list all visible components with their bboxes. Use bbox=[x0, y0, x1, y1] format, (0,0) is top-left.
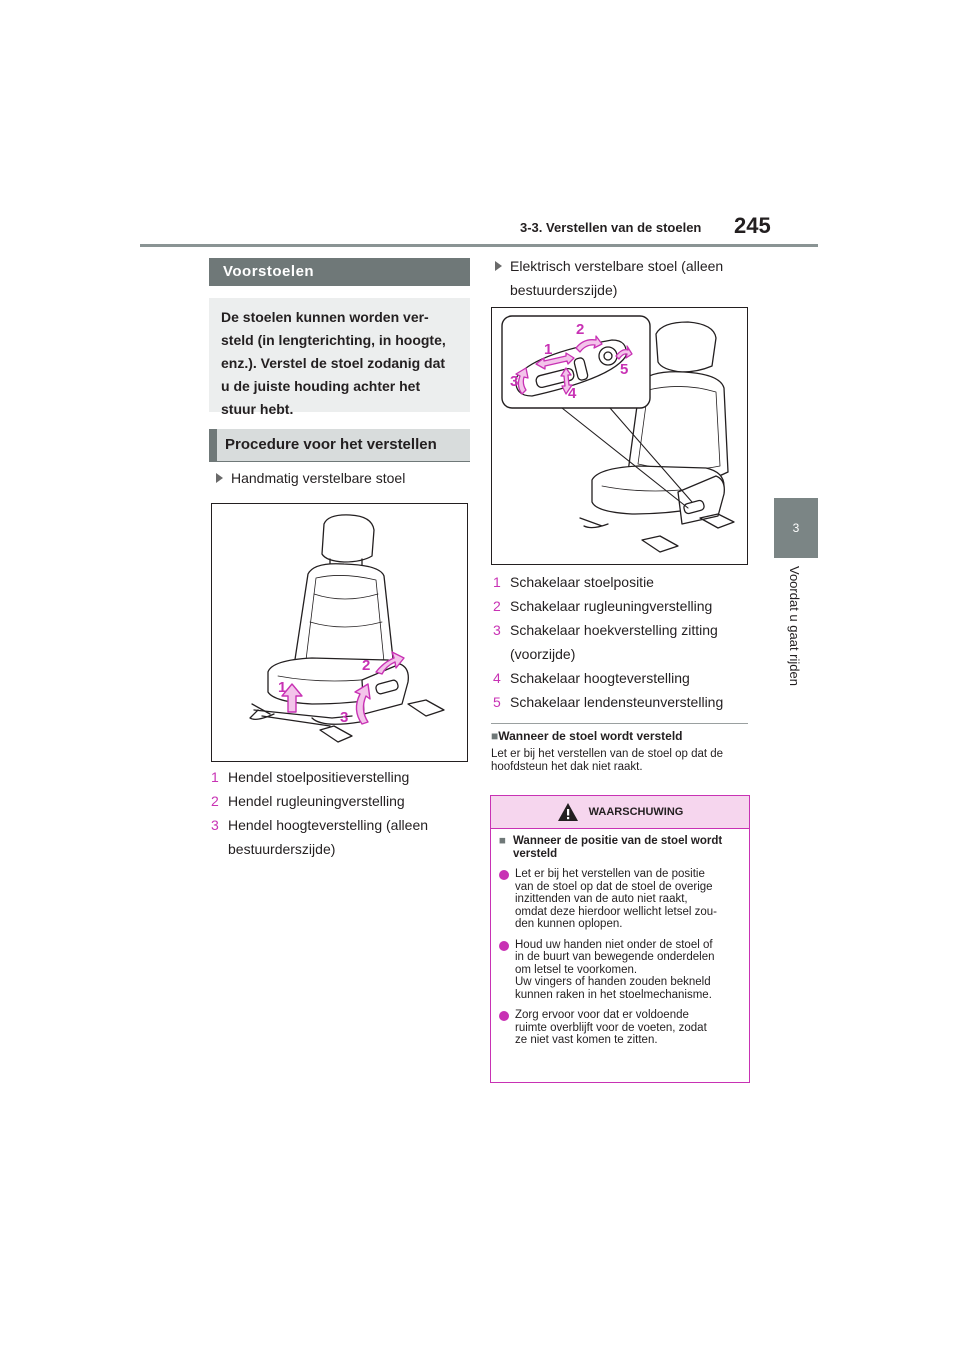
list-item-text: Hendel hoogteverstelling (alleen bestuurderszijde) bbox=[228, 817, 429, 857]
summary-text: De stoelen kunnen worden ver- steld (in lengterichting, in hoogte, enz.). Verstel de stoel zodanig dat u de juiste houding achter het stuur hebt. bbox=[221, 309, 446, 417]
heading-procedure-text: Procedure voor het verstellen bbox=[217, 429, 470, 461]
electric-callout-5: 5 bbox=[620, 361, 629, 378]
warning-body bbox=[491, 829, 749, 1047]
warning-label: WAARSCHUWING bbox=[588, 806, 684, 818]
electric-seat-figure bbox=[491, 307, 748, 565]
list-item bbox=[493, 690, 753, 714]
electric-seat-title bbox=[495, 254, 745, 302]
bullet-dot-icon bbox=[499, 941, 509, 951]
bullet-dot-icon bbox=[499, 870, 509, 880]
warning-triangle-icon bbox=[557, 802, 579, 822]
list-item bbox=[493, 594, 753, 618]
electric-callout-4: 4 bbox=[568, 385, 577, 402]
list-item bbox=[493, 618, 753, 666]
warning-bullet bbox=[499, 868, 741, 931]
list-item bbox=[211, 789, 471, 813]
list-item-number: 3 bbox=[211, 817, 219, 833]
square-bullet-icon: ■ bbox=[499, 835, 506, 847]
bullet-dot-icon bbox=[499, 1011, 509, 1021]
note-title bbox=[491, 729, 683, 743]
list-item-text: Schakelaar stoelpositie bbox=[510, 574, 654, 590]
list-item-number: 2 bbox=[493, 598, 501, 614]
manual-callout-2: 2 bbox=[362, 657, 371, 674]
electric-items-list bbox=[493, 570, 753, 714]
heading-underline bbox=[209, 461, 470, 462]
list-item bbox=[493, 570, 753, 594]
note-divider bbox=[491, 723, 748, 724]
list-item-number: 3 bbox=[493, 622, 501, 638]
note-title-text: Wanneer de stoel wordt versteld bbox=[498, 729, 683, 743]
list-item bbox=[211, 765, 471, 789]
heading-stripe bbox=[209, 429, 217, 461]
list-item-number: 5 bbox=[493, 694, 501, 710]
list-item-text: Schakelaar hoekverstelling zitting (voorzijde) bbox=[510, 622, 718, 662]
warning-bullet bbox=[499, 1009, 741, 1047]
warning-header bbox=[491, 796, 749, 829]
square-bullet-icon: ■ bbox=[491, 729, 499, 743]
list-item-number: 1 bbox=[493, 574, 501, 590]
manual-seat-title-text: Handmatig verstelbare stoel bbox=[231, 470, 406, 486]
list-item-number: 4 bbox=[493, 670, 501, 686]
list-item-text: Hendel rugleuningverstelling bbox=[228, 793, 405, 809]
warning-box bbox=[490, 795, 750, 1083]
list-item-text: Hendel stoelpositieverstelling bbox=[228, 769, 410, 785]
manual-items-list bbox=[211, 765, 471, 861]
electric-callout-1: 1 bbox=[544, 341, 553, 358]
chapter-title bbox=[787, 566, 809, 706]
chapter-title-text: Voordat u gaat rijden bbox=[787, 566, 802, 686]
list-item bbox=[493, 666, 753, 690]
electric-callout-3: 3 bbox=[510, 373, 519, 390]
section-title: 3-3. Verstellen van de stoelen bbox=[520, 220, 702, 235]
list-item bbox=[211, 813, 471, 861]
electric-seat-illustration bbox=[492, 308, 747, 564]
electric-seat-title-text: Elektrisch verstelbare stoel (alleen bestuurderszijde) bbox=[510, 258, 724, 298]
warning-bullet-text: Zorg ervoor voor dat er voldoende ruimte overblijft voor de voeten, zodat ze niet vast komen te zitten. bbox=[515, 1009, 707, 1046]
heading-procedure bbox=[209, 429, 470, 461]
page-number: 245 bbox=[734, 213, 771, 238]
chapter-tab: 3 bbox=[774, 498, 818, 558]
note-text: Let er bij het verstellen van de stoel op dat de hoofdsteun het dak niet raakt. bbox=[491, 748, 724, 773]
manual-callout-1: 1 bbox=[278, 679, 287, 696]
warning-bullet-text: Houd uw handen niet onder de stoel of in de buurt van bewegende onderdelen om letsel te voorkomen. Uw vingers of handen zouden bekneld kunnen raken in het stoelmechanisme. bbox=[515, 938, 715, 1001]
summary-box bbox=[209, 298, 470, 417]
list-item-number: 1 bbox=[211, 769, 219, 785]
electric-callout-2: 2 bbox=[576, 321, 585, 338]
heading-voorstoelen: Voorstoelen bbox=[209, 258, 470, 286]
list-item-text: Schakelaar hoogteverstelling bbox=[510, 670, 690, 686]
list-item-number: 2 bbox=[211, 793, 219, 809]
header-divider bbox=[140, 244, 818, 247]
triangle-bullet-icon bbox=[216, 473, 223, 483]
manual-seat-figure bbox=[211, 503, 468, 762]
warning-subtitle-text: Wanneer de positie van de stoel wordt versteld bbox=[513, 835, 723, 860]
list-item-text: Schakelaar rugleuningverstelling bbox=[510, 598, 713, 614]
warning-bullet-text: Let er bij het verstellen van de positie van de stoel op dat de stoel de overige inzittenden van de auto niet raakt, omdat deze hierdoor wellicht letsel zou- den kunnen oplopen. bbox=[515, 868, 717, 930]
warning-subtitle bbox=[499, 835, 741, 860]
warning-bullet bbox=[499, 939, 741, 1002]
manual-callout-3: 3 bbox=[340, 709, 349, 726]
triangle-bullet-icon bbox=[495, 261, 502, 271]
list-item-text: Schakelaar lendensteunverstelling bbox=[510, 694, 724, 710]
manual-seat-illustration bbox=[212, 504, 467, 761]
manual-seat-title bbox=[216, 466, 405, 490]
